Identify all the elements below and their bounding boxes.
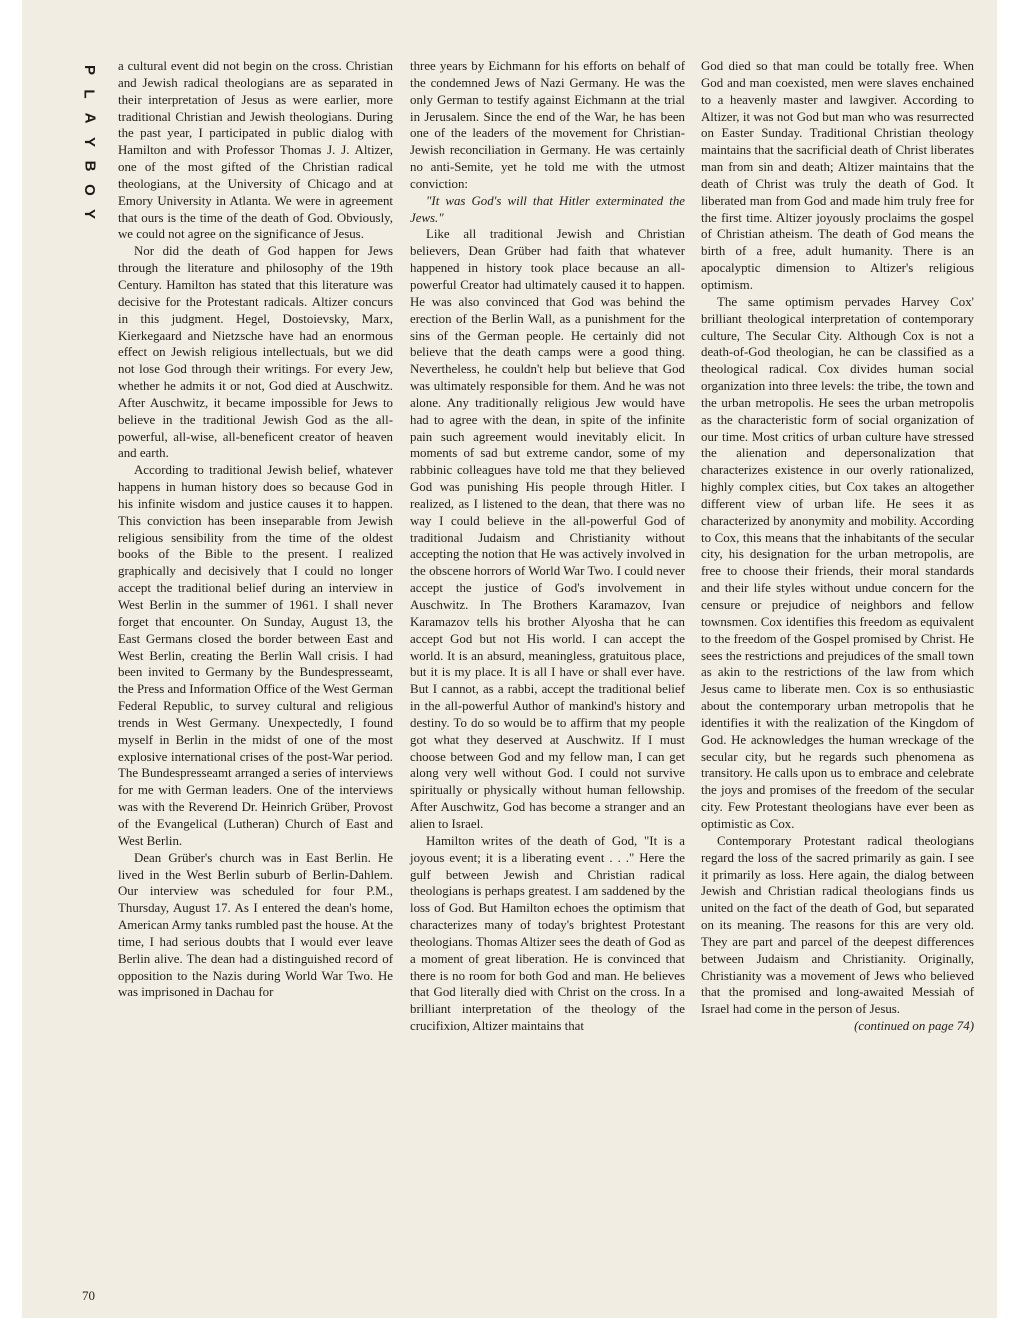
magazine-name-vertical [78,58,100,226]
quote-paragraph: "It was God's will that Hitler exterminated the Jews." [410,193,685,225]
text-column-3 [701,58,974,1035]
paragraph: three years by Eichmann for his efforts on behalf of the condemned Jews of Nazi Germany. He was the only German to testify against Eichmann at the trial in Jerusalem. Since the end of the War, he has been one of the leaders of the movement for Christian-Jewish reconciliation in Germany. He was certainly no anti-Semite, yet he told me with the utmost conviction: [410,59,685,191]
text-column-1 [118,58,393,1001]
paragraph: Dean Grüber's church was in East Berlin. He lived in the West Berlin suburb of Berlin-Dahlem. Our interview was scheduled for four P.M., Thursday, August 17. As I entered the dean's home, American Army tanks rumbled past the house. At the time, I had serious doubts that I would ever leave Berlin alive. The dean had a distinguished record of opposition to the Nazis during World War Two. He was imprisoned in Dachau for [118,850,393,1000]
paragraph: Like all traditional Jewish and Christian believers, Dean Grüber had faith that whatever happened in history took place because an all-powerful Creator had ultimately caused it to happen. He was also convinced that God was behind the erection of the Berlin Wall, as a punishment for the sins of the German people. He certainly did not believe that the death camps were a good thing. Nevertheless, he couldn't help but believe that God was ultimately responsible for them. And he was not alone. Any traditionally religious Jew would have had to agree with the dean, in spite of the infinite pain such agreement would inevitably elicit. In moments of sad but extreme candor, some of my rabbinic colleagues have told me that they believed God was punishing His people through Hitler. I realized, as I listened to the dean, that there was no way I could believe in the all-powerful God of traditional Judaism and Christianity without accepting the notion that He was actively involved in the obscene horrors of World War Two. I could never accept the justice of God's involvement in Auschwitz. In The Brothers Karamazov, Ivan Karamazov tells his brother Alyosha that he can accept God but not His world. I can accept the world. It is an absurd, meaningless, gratuitous place, but it is my place. It is all I have or shall ever have. But I cannot, as a rabbi, accept the traditional belief in the all-powerful Author of mankind's history and destiny. To do so would be to affirm that my people got what they deserved at Auschwitz. If I must choose between God and my fellow man, I can get along very well without God. I could not survive spiritually or physically without human fellowship. After Auschwitz, God has become a stranger and an alien to Israel. [410,227,685,831]
paragraph: Contemporary Protestant radical theologians regard the loss of the sacred primarily as gain. I see it primarily as loss. Here again, the dialog between Jewish and Christian radical theologians finds us united on the fact of the death of God, but separated on its meaning. The reasons for this are very old. They are part and parcel of the deepest differences between Judaism and Christianity. Originally, Christianity was a movement of Jews who believed that the promised and long-awaited Messiah of Israel had come in the person of Jesus. [701,833,974,1017]
text-column-2 [410,58,685,1035]
magazine-letter: Y [80,208,98,220]
paragraph: a cultural event did not begin on the cross. Christian and Jewish radical theologians are as separated in their interpretation of Jesus as were earlier, more traditional Christian and Jewish theologians. During the past year, I participated in public dialog with Hamilton and with Professor Thomas J. J. Altizer, one of the most gifted of the Christian radical theologians, at the University of Chicago and at Emory University in Atlanta. We were in agreement that ours is the time of the death of God. Obviously, we could not agree on the significance of Jesus. [118,59,393,242]
magazine-letter: P [80,64,98,76]
magazine-letter: Y [80,136,98,148]
page-number: 70 [82,1288,95,1303]
paragraph: The same optimism pervades Harvey Cox' brilliant theological interpretation of contemporary culture, The Secular City. Although Cox is not a death-of-God theologian, he can be classified as a theological radical. Cox divides human social organization into three levels: the tribe, the town and the urban metropolis. He sees the urban metropolis as the characteristic form of social organization of our time. Most critics of urban culture have stressed the alienation and depersonalization that characterizes existence in our overly rationalized, highly complex cities, but Cox takes an altogether different view of urban life. He sees it as characterized by anonymity and mobility. According to Cox, this means that the inhabitants of the secular city, his designation for the urban metropolis, are free to choose their friends, their moral standards and their life styles without undue concern for the censure or prejudice of neighbors and fellow townsmen. Cox identifies this freedom as equivalent to the freedom of the Gospel promised by Christ. He sees the restrictions and prejudices of the small town as akin to the restrictions of the law from which Jesus came to liberate men. Cox is so enthusiastic about the contemporary urban metropolis that he identifies it with the realization of the Kingdom of God. He acknowledges the human wreckage of the secular city, but he regards such phenomena as transitory. He calls upon us to embrace and celebrate the joys and promises of the freedom of the secular city. Few Protestant theologians have ever been as optimistic as Cox. [701,294,974,831]
magazine-letter: B [81,160,98,172]
paragraph: According to traditional Jewish belief, whatever happens in human history does so because God in his infinite wisdom and justice causes it to happen. This conviction has been inseparable from Jewish religious sensibility from the time of the oldest books of the Bible to the present. I realized graphically and decisively that I could no longer accept the traditional belief during an interview in West Berlin in the summer of 1961. I shall never forget that encounter. On Sunday, August 13, the East Germans closed the border between East and West Berlin, creating the Berlin Wall crisis. I had been invited to Germany by the Bundespresseamt, the Press and Information Office of the West German Federal Republic, to survey cultural and religious trends in West Germany. Unexpectedly, I found myself in Berlin in the midst of one of the most explosive international crises of the post-War period. The Bundespresseamt arranged a series of interviews for me with German leaders. One of the interviews was with the Reverend Dr. Heinrich Grüber, Provost of the Evangelical (Lutheran) Church of East and West Berlin. [118,463,393,848]
magazine-letter: O [80,184,98,196]
paragraph: Hamilton writes of the death of God, "It is a joyous event; it is a liberating event . . ." Here the gulf between Jewish and Christian radical theologians is perhaps greatest. I am saddened by the loss of God. But Hamilton echoes the optimism that characterizes many of today's brightest Protestant theologians. Thomas Altizer sees the death of God as a moment of great liberation. He is convinced that there is no room for both God and man. He believes that God literally died with Christ on the cross. In a brilliant interpretation of the theology of the crucifixion, Altizer maintains that [410,833,685,1034]
paragraph: Nor did the death of God happen for Jews through the literature and philosophy of the 19th Century. Hamilton has stated that this literature was decisive for the Protestant radicals. Altizer concurs in this judgment. Hegel, Dostoievsky, Marx, Kierkegaard and Nietzsche have had an enormous effect on Jewish religious intellectuals, but we did not lose God through their writings. For every Jew, whether he admits it or not, God died at Auschwitz. After Auschwitz, it became impossible for Jews to believe in the traditional Jewish God as the all-powerful, all-wise, all-beneficent creator of heaven and earth. [118,244,393,461]
magazine-letter: L [80,89,98,99]
continued-note: (continued on page 74) [854,1019,974,1034]
paragraph: God died so that man could be totally free. When God and man coexisted, men were slaves enchained to a heavenly master and lawgiver. According to Altizer, it was not God but man who was resurrected on Easter Sunday. Traditional Christian theology maintains that the sacrificial death of Christ liberates man from sin and death; Altizer maintains that the death of Christ was truly the death of God. It liberated man from God and made him truly free for the first time. Altizer joyously proclaims the gospel of Christian atheism. The death of God means the birth of a free, adult humanity. There is an apocalyptic dimension to Altizer's religious optimism. [701,59,974,292]
magazine-letter: A [81,112,98,124]
